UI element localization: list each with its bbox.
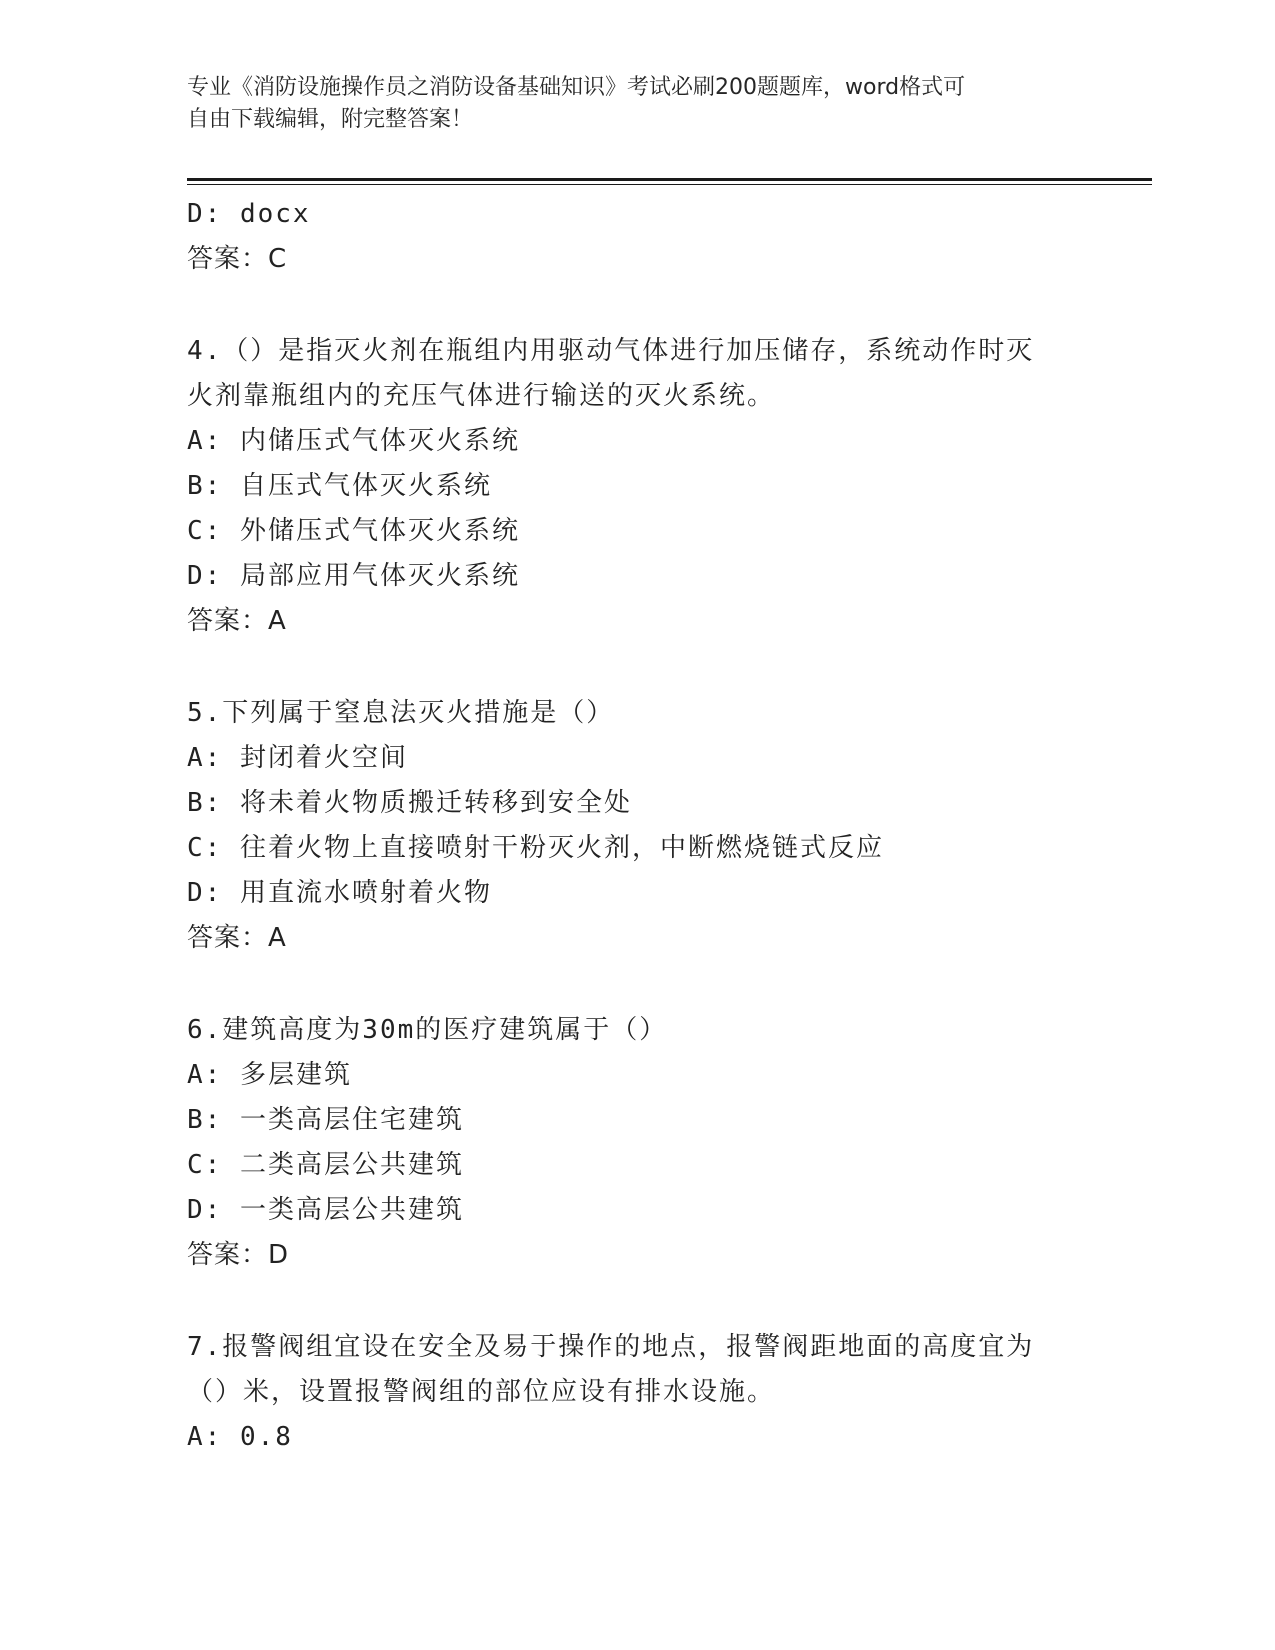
- option-d: D: 用直流水喷射着火物: [187, 878, 492, 908]
- option-b: B: 自压式气体灭火系统: [187, 471, 492, 501]
- option-c: C: 外储压式气体灭火系统: [187, 516, 520, 546]
- question-7: [187, 1325, 1087, 1460]
- question-5: [187, 691, 1087, 961]
- option-d: D: 一类高层公共建筑: [187, 1195, 464, 1225]
- question-text: 4.（）是指灭火剂在瓶组内用驱动气体进行加压储存，系统动作时灭: [187, 336, 1035, 366]
- option-a: A: 多层建筑: [187, 1060, 352, 1090]
- question-text: 5.下列属于窒息法灭火措施是（）: [187, 698, 615, 728]
- question-text: 火剂靠瓶组内的充压气体进行输送的灭火系统。: [187, 381, 776, 411]
- spacer: [187, 1278, 1087, 1325]
- option-c: C: 二类高层公共建筑: [187, 1150, 464, 1180]
- header-rule-thin: [187, 184, 1152, 185]
- answer-line: 答案：A: [187, 923, 287, 953]
- option-a: A: 0.8: [187, 1422, 293, 1452]
- spacer: [187, 282, 1087, 329]
- option-a: A: 封闭着火空间: [187, 743, 408, 773]
- document-body: [187, 192, 1087, 1460]
- answer-line: 答案：D: [187, 1240, 290, 1270]
- spacer: [187, 644, 1087, 691]
- answer-line: 答案：C: [187, 244, 288, 274]
- option-d: D: 局部应用气体灭火系统: [187, 561, 520, 591]
- option-c: C: 往着火物上直接喷射干粉灭火剂，中断燃烧链式反应: [187, 833, 884, 863]
- document-header: [187, 72, 1087, 136]
- header-line-1: 专业《消防设施操作员之消防设备基础知识》考试必刷200题题库，word格式可: [187, 75, 966, 100]
- question-4: [187, 329, 1087, 644]
- option-d: D: docx: [187, 199, 311, 229]
- question-text: 7.报警阀组宜设在安全及易于操作的地点，报警阀距地面的高度宜为: [187, 1332, 1035, 1362]
- option-a: A: 内储压式气体灭火系统: [187, 426, 520, 456]
- header-line-2: 自由下载编辑，附完整答案！: [187, 107, 474, 132]
- spacer: [187, 961, 1087, 1008]
- option-b: B: 一类高层住宅建筑: [187, 1105, 464, 1135]
- option-b: B: 将未着火物质搬迁转移到安全处: [187, 788, 632, 818]
- question-text: 6.建筑高度为30m的医疗建筑属于（）: [187, 1015, 668, 1045]
- answer-line: 答案：A: [187, 606, 287, 636]
- question-text: （）米，设置报警阀组的部位应设有排水设施。: [187, 1377, 776, 1407]
- question-6: [187, 1008, 1087, 1278]
- header-rule-thick: [187, 178, 1152, 181]
